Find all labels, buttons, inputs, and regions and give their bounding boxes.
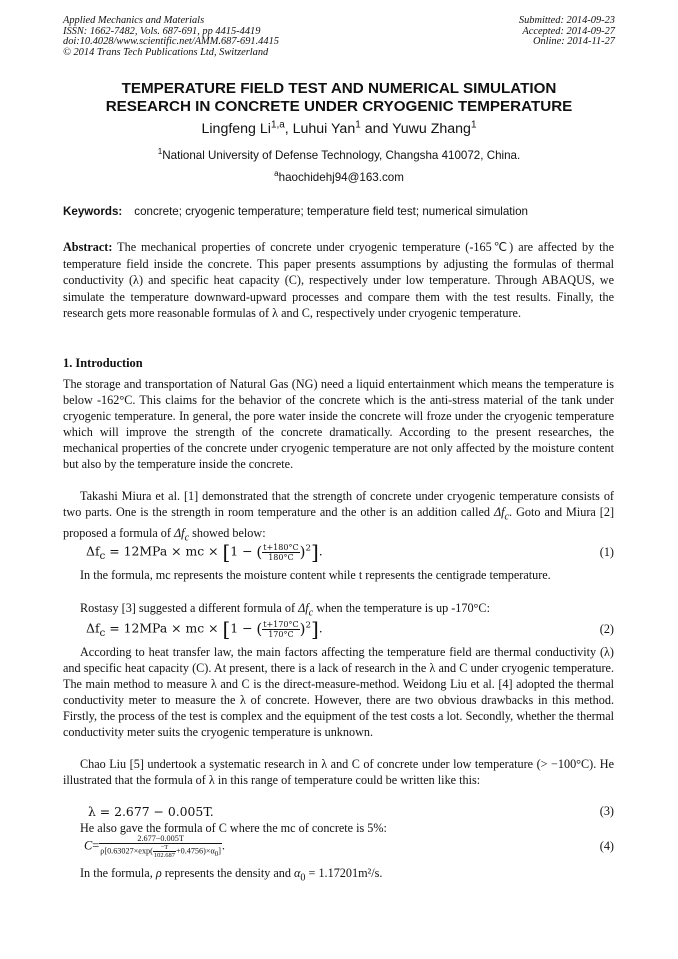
equation-1: $\Delta f_c = 12MPa$ × mc × [1 − ( $\frac{t+180^\circ C}{180^\circ C}$ )$^2$]. [86, 540, 323, 564]
sub-c: c [504, 511, 510, 523]
dates-info [519, 16, 615, 48]
den-c: ] [218, 846, 221, 856]
equation-number: (1) [599, 545, 614, 559]
delta-f: Δf [174, 526, 185, 541]
keywords-text: concrete; cryogenic temperature; temperature field test; numerical simulation [134, 205, 529, 218]
frac-den [99, 844, 222, 859]
eq-body: = 12MPa × mc × [105, 543, 223, 559]
email-sup: a [274, 169, 279, 179]
bracket: [ [222, 540, 231, 564]
alpha-symbol: α [294, 866, 301, 880]
affiliation-text: National University of Defense Technology, Changsha 410072, China. [162, 149, 521, 162]
frac-den: 180°C [268, 552, 294, 562]
author-3: Yuwu Zhang [392, 121, 471, 137]
sub-c: c [308, 607, 314, 619]
email [0, 171, 678, 184]
delta-fc [174, 526, 190, 544]
equation-number: (3) [599, 804, 614, 818]
issn: ISSN: 1662-7482, Vols. 687-691, pp 4415-4419 [63, 25, 261, 37]
inner-fraction [153, 844, 176, 859]
p4-pre: Rostasy [3] suggested a different formula of [80, 601, 299, 615]
accepted-date: Accepted: 2014-09-27 [522, 25, 615, 37]
delta-f: Δf [298, 601, 309, 615]
doi: doi:10.4028/www.scientific.net/AMM.687-691.4415 [63, 36, 279, 48]
paragraph-6: Chao Liu [5] undertook a systematic research in λ and C of concrete under low temperature (> −100°C). He illustrated that the formula of λ in this range of temperature could be written like this: [63, 757, 614, 787]
paren: ( [256, 620, 263, 638]
title-line-1: TEMPERATURE FIELD TEST AND NUMERICAL SIMULATION [121, 80, 557, 97]
paragraph-3: In the formula, mc represents the moisture content while t represents the centigrade temperature. [80, 568, 551, 582]
p4-post: when the temperature is up -170°C: [313, 601, 490, 615]
p2-post: showed below: [189, 526, 266, 541]
paren: ) [299, 620, 306, 638]
fraction [262, 620, 299, 639]
fraction [99, 834, 222, 859]
keywords-label: Keywords: [63, 205, 123, 218]
author-2: Luhui Yan [292, 121, 356, 137]
journal-info [63, 16, 279, 59]
paragraph-7: He also gave the formula of C where the mc of concrete is 5%: [80, 821, 387, 835]
affiliation [0, 149, 678, 162]
eq-lhs: Δf [86, 620, 100, 636]
author-1: Lingfeng Li [201, 121, 271, 137]
paragraph-5: According to heat transfer law, the main factors affecting the temperature field are thermal conductivity (λ) and specific heat capacity (C). At present, there is a lack of research in the λ and C under cryogenic temperature. The main method to measure λ and C is the direct-measure-method. Weidong Liu et al. [4] adopted the thermal conductivity meter to measure the λ of concrete. However, there are two obvious drawbacks in this method. Firstly, the process of the test is complex and the equipment of the test costs a lot. Secondly, whether the thermal conductivity meter suits the cryogenic temperature is unknown. [63, 645, 614, 739]
den-a: ρ[0.63027×exp( [100, 846, 153, 856]
frac-num: t+170°C [263, 619, 299, 629]
author-3-sup: 1 [470, 119, 477, 131]
copyright: © 2014 Trans Tech Publications Ltd, Switzerland [63, 47, 269, 59]
author-2-sup: 1 [355, 119, 361, 131]
rho-symbol: ρ [155, 866, 162, 880]
paragraph-1: The storage and transportation of Natural Gas (NG) need a liquid entertainment which means the temperature is below -162°C. This claims for the behavior of the concrete which is the anti-stress material of the tank under cryogenic temperature. In general, the pore water inside the concrete will froze under the cryogenic temperature which will improve the strength of the concrete dramatically. According to the present researches, the mechanical properties of the concrete under cryogenic temperature are not only affected by the moisture content but also by the temperature inside the concrete. [63, 377, 614, 471]
equation-number: (4) [599, 839, 614, 853]
p2-mid: . Goto and Miura [2] proposed a formula of [63, 505, 615, 541]
eq-body: = 12MPa × mc × [105, 620, 223, 636]
abstract-text: The mechanical properties of concrete under cryogenic temperature (-165℃) are affected by the temperature field inside the concrete. This paper presents assumptions by adjusting the formulas of thermal conductivity (λ) and specific heat capacity (C), respectively under low temperature. Through ABAQUS, we simulate the temperature downward-upward processes and compare them with the test results. Finally, the research gets more reasonable formulas of λ and C, respectively under cryogenic temperature. [63, 240, 614, 320]
paren: ) [299, 543, 306, 561]
power: 2 [305, 620, 311, 631]
alpha-sub: 0 [300, 872, 306, 884]
title-line-2: RESEARCH IN CONCRETE UNDER CRYOGENIC TEMPERATURE [105, 98, 573, 115]
p8-mid: represents the density and [161, 866, 295, 880]
inner-den: 102.687 [153, 852, 175, 859]
fraction [262, 543, 299, 562]
frac-den: 170°C [268, 629, 294, 639]
section-heading: 1. Introduction [63, 356, 143, 370]
journal-name: Applied Mechanics and Materials [63, 15, 205, 26]
paragraph-8 [63, 865, 614, 886]
paren: ( [256, 543, 263, 561]
den-b: +0.4756)×α [175, 846, 215, 856]
abstract [63, 239, 614, 322]
inner-num: −T [153, 844, 176, 852]
author-sep: , [284, 121, 293, 137]
frac-num: 2.677−0.005T [99, 834, 222, 844]
eq-sub: c [99, 549, 106, 562]
keywords [63, 205, 528, 218]
bracket: ] [310, 540, 319, 564]
bracket: ] [310, 617, 319, 641]
email-text: haochidehj94@163.com [278, 171, 404, 184]
p8-post: = 1.17201m²/s. [305, 866, 383, 880]
equation-3: λ = 2.677 − 0.005T. [88, 804, 214, 819]
sub-c: c [184, 532, 190, 544]
paragraph-2 [63, 488, 614, 547]
affiliation-sup: 1 [157, 147, 163, 157]
author-sep: and [360, 121, 393, 137]
delta-f: Δf [493, 505, 505, 519]
paper-title [0, 80, 678, 116]
equation-4: C= 2.677−0.005T ρ[0.63027×exp( $\frac{-T}{102.687}$ $+0.4756)\times\alpha_0$] . [84, 834, 226, 859]
eq-sub: c [99, 626, 106, 639]
p8-pre: In the formula, [80, 866, 156, 880]
eq-lhs: Δf [86, 543, 100, 559]
frac-num: t+180°C [263, 542, 299, 552]
submitted-date: Submitted: 2014-09-23 [518, 15, 615, 26]
power: 2 [305, 543, 311, 554]
online-date: Online: 2014-11-27 [532, 36, 615, 48]
delta-fc [493, 505, 510, 523]
abstract-label: Abstract: [63, 240, 113, 254]
delta-fc [298, 601, 314, 619]
equation-2: $\Delta f_c = 12MPa$ × mc × [1 − ( $\frac{t+170^\circ C}{170^\circ C}$ )$^2$]. [86, 617, 323, 641]
bracket: [ [222, 617, 231, 641]
equation-number: (2) [599, 622, 614, 636]
authors [0, 121, 678, 137]
p2-pre: Takashi Miura et al. [1] demonstrated that the strength of concrete under cryogenic temperature consists of two parts. One is the strength in room temperature and the other is an addition called [63, 489, 614, 519]
den-sub: 0 [214, 851, 219, 859]
author-1-sup: 1,a [270, 119, 285, 131]
